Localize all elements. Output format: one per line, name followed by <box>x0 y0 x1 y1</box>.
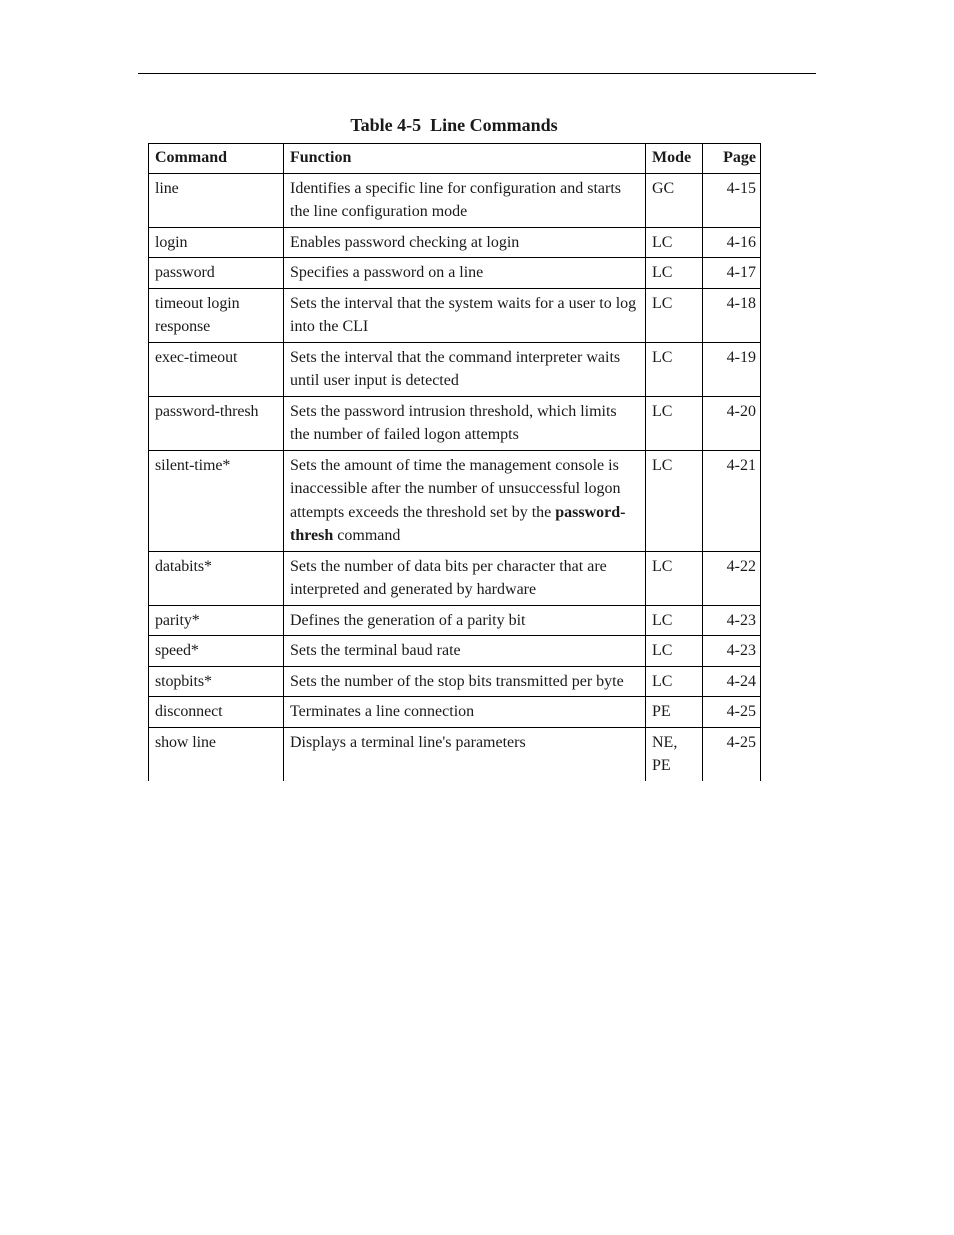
function-cell: Sets the number of data bits per character that are interpreted and generated by hardware <box>284 551 646 605</box>
command-cell: line <box>149 173 284 227</box>
command-cell: timeout login response <box>149 288 284 342</box>
command-cell: speed* <box>149 636 284 667</box>
command-cell: login <box>149 227 284 258</box>
table-row <box>149 605 761 636</box>
command-cell: databits* <box>149 551 284 605</box>
page-cell: 4-24 <box>703 666 761 697</box>
function-text: Sets the amount of time the management console is inaccessible after the number of unsuccessful logon attempts exceeds the threshold set by the <box>290 456 621 521</box>
table-row <box>149 697 761 728</box>
function-cell: Sets the interval that the command interpreter waits until user input is detected <box>284 342 646 396</box>
command-cell: parity* <box>149 605 284 636</box>
page-cell: 4-19 <box>703 342 761 396</box>
table-row <box>149 288 761 342</box>
header-page: Page <box>703 144 761 174</box>
page-cell: 4-15 <box>703 173 761 227</box>
table-row <box>149 450 761 551</box>
command-cell: disconnect <box>149 697 284 728</box>
table-caption: Table 4-5 Line Commands <box>350 115 558 135</box>
page-cell: 4-20 <box>703 396 761 450</box>
table-row <box>149 342 761 396</box>
mode-cell: PE <box>646 697 703 728</box>
function-cell: Defines the generation of a parity bit <box>284 605 646 636</box>
header-mode: Mode <box>646 144 703 174</box>
page-cell: 4-22 <box>703 551 761 605</box>
function-cell: Terminates a line connection <box>284 697 646 728</box>
mode-cell: LC <box>646 227 703 258</box>
table-row <box>149 227 761 258</box>
mode-cell: LC <box>646 551 703 605</box>
command-cell: stopbits* <box>149 666 284 697</box>
page-cell: 4-25 <box>703 727 761 781</box>
mode-cell: GC <box>646 173 703 227</box>
header-rule <box>138 73 816 74</box>
command-cell: show line <box>149 727 284 781</box>
mode-cell: LC <box>646 605 703 636</box>
command-cell: silent-time* <box>149 450 284 551</box>
function-cell: Sets the number of the stop bits transmitted per byte <box>284 666 646 697</box>
mode-cell: LC <box>646 258 703 289</box>
function-cell: Enables password checking at login <box>284 227 646 258</box>
table-row <box>149 258 761 289</box>
function-cell: Sets the terminal baud rate <box>284 636 646 667</box>
table-row <box>149 173 761 227</box>
function-cell: Identifies a specific line for configuration and starts the line configuration mode <box>284 173 646 227</box>
page-cell: 4-23 <box>703 636 761 667</box>
mode-cell: LC <box>646 450 703 551</box>
function-cell: Sets the password intrusion threshold, which limits the number of failed logon attempts <box>284 396 646 450</box>
page-cell: 4-25 <box>703 697 761 728</box>
mode-cell: LC <box>646 288 703 342</box>
table-row <box>149 636 761 667</box>
table-row <box>149 396 761 450</box>
command-cell: password <box>149 258 284 289</box>
table-row <box>149 551 761 605</box>
header-command: Command <box>149 144 284 174</box>
mode-cell: LC <box>646 636 703 667</box>
command-cell: password-thresh <box>149 396 284 450</box>
command-cell: exec-timeout <box>149 342 284 396</box>
header-function: Function <box>284 144 646 174</box>
function-cell: Sets the interval that the system waits for a user to log into the CLI <box>284 288 646 342</box>
mode-cell: LC <box>646 342 703 396</box>
function-text-bold: password-thresh <box>290 503 626 544</box>
mode-cell: NE, PE <box>646 727 703 781</box>
page-cell: 4-23 <box>703 605 761 636</box>
table-header-row <box>149 144 761 174</box>
mode-cell: LC <box>646 396 703 450</box>
function-cell <box>284 450 646 551</box>
line-commands-table <box>148 143 761 781</box>
table-row <box>149 727 761 781</box>
table-row <box>149 666 761 697</box>
page-cell: 4-18 <box>703 288 761 342</box>
page-cell: 4-16 <box>703 227 761 258</box>
page-cell: 4-21 <box>703 450 761 551</box>
function-text: command <box>333 527 401 544</box>
function-cell: Displays a terminal line's parameters <box>284 727 646 781</box>
mode-cell: LC <box>646 666 703 697</box>
function-cell: Specifies a password on a line <box>284 258 646 289</box>
page-cell: 4-17 <box>703 258 761 289</box>
